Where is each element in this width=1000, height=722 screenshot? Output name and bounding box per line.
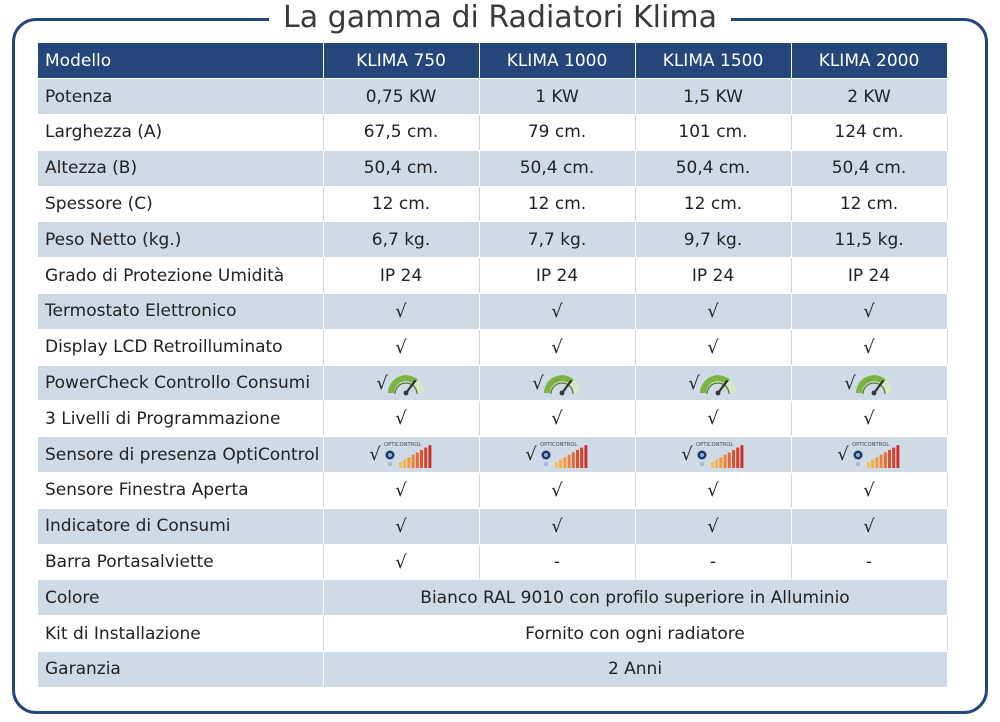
value-cell: 50,4 cm.: [635, 150, 791, 186]
value-cell: √: [791, 294, 947, 330]
value-cell: 12 cm.: [479, 186, 635, 222]
value-cell: 12 cm.: [323, 186, 479, 222]
check-with-icon: [376, 370, 425, 396]
powercheck-gauge-icon: [388, 370, 426, 396]
table-row-merged: [38, 580, 947, 616]
table-row: [38, 186, 947, 222]
value-cell: √: [479, 508, 635, 544]
table-row: [38, 258, 947, 294]
value-cell: 50,4 cm.: [323, 150, 479, 186]
value-cell: -: [479, 544, 635, 580]
svg-text:OPTICONTROL: OPTICONTROL: [539, 441, 577, 448]
merged-value-cell: 2 Anni: [323, 652, 947, 688]
value-cell: [791, 365, 947, 401]
check-mark: √: [532, 372, 544, 394]
row-label: Spessore (C): [38, 186, 323, 222]
table-row: [38, 544, 947, 580]
value-cell: [635, 365, 791, 401]
powercheck-gauge-icon: [856, 370, 894, 396]
value-cell: √: [479, 473, 635, 509]
value-cell: √: [323, 473, 479, 509]
check-with-icon: [369, 440, 432, 470]
value-cell: 79 cm.: [479, 115, 635, 151]
header-cell-klima-750: KLIMA 750: [323, 43, 479, 79]
table-row-merged: [38, 652, 947, 688]
row-label: Display LCD Retroilluminato: [38, 329, 323, 365]
table-row: [38, 473, 947, 509]
powercheck-gauge-icon: [700, 370, 738, 396]
value-cell: √: [791, 401, 947, 437]
value-cell: √: [323, 401, 479, 437]
value-cell: √: [323, 294, 479, 330]
table-row: [38, 329, 947, 365]
value-cell: 12 cm.: [791, 186, 947, 222]
value-cell: [479, 437, 635, 473]
header-cell-model: Modello: [38, 43, 323, 79]
value-cell: √: [791, 329, 947, 365]
check-mark: √: [837, 444, 849, 466]
value-cell: IP 24: [479, 258, 635, 294]
row-label: Sensore di presenza OptiControl: [38, 437, 323, 473]
opticontrol-icon: [849, 440, 901, 470]
value-cell: √: [635, 473, 791, 509]
merged-value-cell: Fornito con ogni radiatore: [323, 616, 947, 652]
value-cell: √: [479, 401, 635, 437]
value-cell: √: [635, 401, 791, 437]
value-cell: √: [791, 473, 947, 509]
table-row: [38, 294, 947, 330]
value-cell: √: [791, 508, 947, 544]
value-cell: 1 KW: [479, 79, 635, 115]
value-cell: 7,7 kg.: [479, 222, 635, 258]
value-cell: 50,4 cm.: [479, 150, 635, 186]
check-mark: √: [369, 444, 381, 466]
opticontrol-icon: [537, 440, 589, 470]
value-cell: [479, 365, 635, 401]
value-cell: 0,75 KW: [323, 79, 479, 115]
row-label: Potenza: [38, 79, 323, 115]
row-label: Colore: [38, 580, 323, 616]
row-label: Sensore Finestra Aperta: [38, 473, 323, 509]
row-label: Termostato Elettronico: [38, 294, 323, 330]
table-row: [38, 508, 947, 544]
value-cell: √: [479, 294, 635, 330]
header-cell-klima-1000: KLIMA 1000: [479, 43, 635, 79]
value-cell: √: [323, 508, 479, 544]
value-cell: 101 cm.: [635, 115, 791, 151]
table-row: [38, 365, 947, 401]
header-cell-klima-2000: KLIMA 2000: [791, 43, 947, 79]
table-row-merged: [38, 616, 947, 652]
value-cell: 6,7 kg.: [323, 222, 479, 258]
check-mark: √: [688, 372, 700, 394]
value-cell: 9,7 kg.: [635, 222, 791, 258]
value-cell: 12 cm.: [635, 186, 791, 222]
row-label: Indicatore di Consumi: [38, 508, 323, 544]
table-row: [38, 115, 947, 151]
row-label: Altezza (B): [38, 150, 323, 186]
svg-text:OPTICONTROL: OPTICONTROL: [383, 441, 421, 448]
value-cell: √: [635, 508, 791, 544]
check-with-icon: [837, 440, 900, 470]
svg-text:OPTICONTROL: OPTICONTROL: [695, 441, 733, 448]
value-cell: IP 24: [791, 258, 947, 294]
value-cell: IP 24: [323, 258, 479, 294]
row-label: Barra Portasalviette: [38, 544, 323, 580]
check-mark: √: [844, 372, 856, 394]
table-row: [38, 150, 947, 186]
value-cell: [323, 365, 479, 401]
value-cell: 67,5 cm.: [323, 115, 479, 151]
value-cell: √: [323, 329, 479, 365]
table-body: [38, 79, 947, 688]
table-row: [38, 222, 947, 258]
value-cell: √: [635, 329, 791, 365]
row-label: Peso Netto (kg.): [38, 222, 323, 258]
value-cell: -: [791, 544, 947, 580]
header-cell-klima-1500: KLIMA 1500: [635, 43, 791, 79]
opticontrol-icon: [381, 440, 433, 470]
table-row: [38, 79, 947, 115]
value-cell: [791, 437, 947, 473]
row-label: 3 Livelli di Programmazione: [38, 401, 323, 437]
check-mark: √: [376, 372, 388, 394]
value-cell: √: [479, 329, 635, 365]
value-cell: 1,5 KW: [635, 79, 791, 115]
value-cell: 11,5 kg.: [791, 222, 947, 258]
row-label: Grado di Protezione Umidità: [38, 258, 323, 294]
value-cell: √: [323, 544, 479, 580]
value-cell: 2 KW: [791, 79, 947, 115]
value-cell: IP 24: [635, 258, 791, 294]
specs-table: [38, 43, 948, 688]
check-with-icon: [681, 440, 744, 470]
row-label: Kit di Installazione: [38, 616, 323, 652]
value-cell: [323, 437, 479, 473]
check-with-icon: [688, 370, 737, 396]
check-with-icon: [532, 370, 581, 396]
value-cell: √: [635, 294, 791, 330]
value-cell: 50,4 cm.: [791, 150, 947, 186]
value-cell: [635, 437, 791, 473]
value-cell: 124 cm.: [791, 115, 947, 151]
header-row: [38, 43, 947, 79]
check-with-icon: [525, 440, 588, 470]
check-with-icon: [844, 370, 893, 396]
opticontrol-icon: [693, 440, 745, 470]
row-label: Larghezza (A): [38, 115, 323, 151]
merged-value-cell: Bianco RAL 9010 con profilo superiore in Alluminio: [323, 580, 947, 616]
svg-text:OPTICONTROL: OPTICONTROL: [851, 441, 889, 448]
page-title: La gamma di Radiatori Klima: [269, 1, 731, 35]
powercheck-gauge-icon: [544, 370, 582, 396]
check-mark: √: [681, 444, 693, 466]
table-row: [38, 437, 947, 473]
value-cell: -: [635, 544, 791, 580]
table-row: [38, 401, 947, 437]
row-label: PowerCheck Controllo Consumi: [38, 365, 323, 401]
title-bar: [0, 0, 1000, 36]
check-mark: √: [525, 444, 537, 466]
row-label: Garanzia: [38, 652, 323, 688]
